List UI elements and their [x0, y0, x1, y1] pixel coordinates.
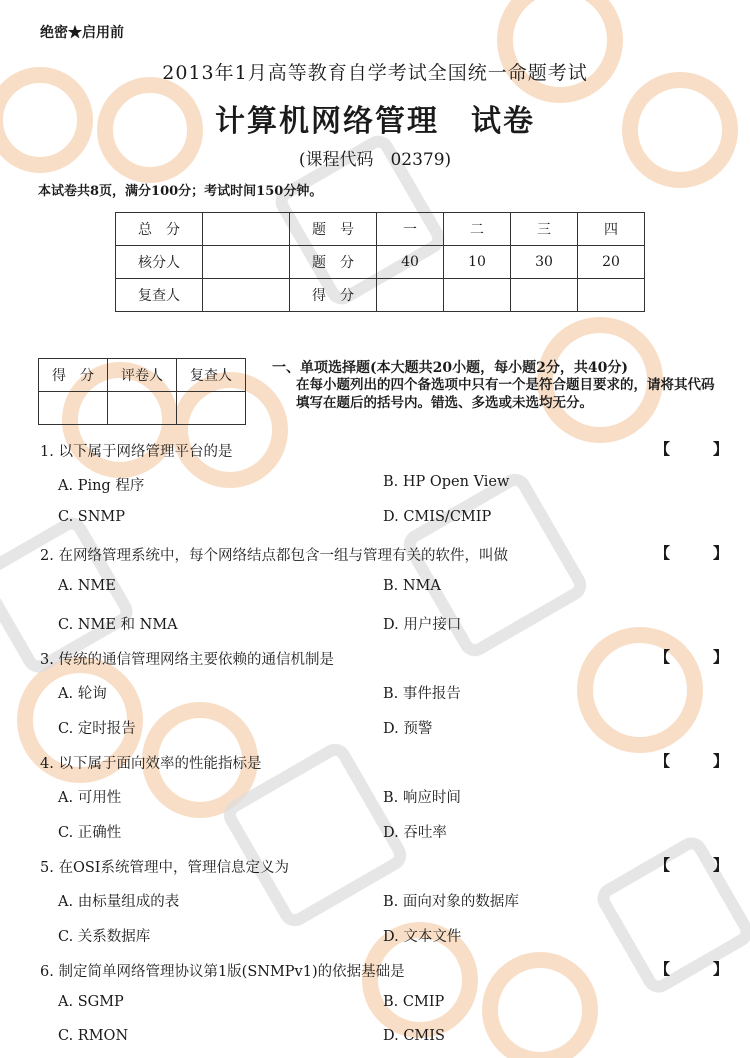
answer-bracket-left: 【 — [655, 752, 671, 770]
section-no-2: 二 — [444, 213, 511, 246]
total-score-cell — [203, 213, 290, 246]
exam-title: 2013年1月高等教育自学考试全国统一命题考试 — [162, 62, 588, 84]
grader-label: 评卷人 — [108, 359, 177, 392]
option-d: D. 预警 — [383, 721, 433, 737]
option-b: B. 事件报告 — [383, 686, 461, 702]
grader-score-label: 得 分 — [39, 359, 108, 392]
option-a: A. 由标量组成的表 — [58, 894, 180, 910]
option-a: A. SGMP — [58, 994, 124, 1010]
secret-label: 绝密★启用前 — [40, 25, 124, 41]
option-a: A. NME — [58, 578, 116, 594]
answer-bracket-left: 【 — [655, 856, 671, 874]
section-no-4: 四 — [578, 213, 645, 246]
option-a: A. 可用性 — [58, 790, 122, 806]
answer-bracket-left: 【 — [655, 648, 671, 666]
score-table — [115, 212, 645, 312]
section-score-3: 30 — [511, 246, 578, 279]
answer-bracket-left: 【 — [655, 960, 671, 978]
question-stem: 6. 制定简单网络管理协议第1版(SNMPv1)的依据基础是 — [40, 964, 405, 980]
option-c: C. 关系数据库 — [58, 929, 151, 945]
question-no-label: 题 号 — [290, 213, 377, 246]
section-heading: 一、单项选择题(本大题共20小题，每小题2分，共40分) — [272, 360, 628, 376]
section-instructions: 在每小题列出的四个备选项中只有一个是符合题目要求的，请将其代码填写在题后的括号内。错选、多选或未选均无分。 — [296, 377, 715, 411]
section-no-3: 三 — [511, 213, 578, 246]
option-b: B. NMA — [383, 578, 441, 594]
question-stem: 3. 传统的通信管理网络主要依赖的通信机制是 — [40, 652, 334, 668]
option-b: B. 面向对象的数据库 — [383, 894, 519, 910]
answer-bracket-left: 【 — [655, 544, 671, 562]
option-d: D. 文本文件 — [383, 929, 462, 945]
option-c: C. SNMP — [58, 509, 126, 525]
question-stem: 4. 以下属于面向效率的性能指标是 — [40, 756, 262, 772]
option-c: C. 定时报告 — [58, 721, 136, 737]
reviewer-cell — [203, 279, 290, 312]
answer-bracket-left: 【 — [655, 440, 671, 458]
answer-bracket-right: 】 — [713, 752, 729, 770]
reviewer-label: 复查人 — [116, 279, 203, 312]
section-score-1: 40 — [377, 246, 444, 279]
grader-reviewer-cell — [177, 392, 246, 425]
option-b: B. HP Open View — [383, 474, 510, 490]
total-score-label: 总 分 — [116, 213, 203, 246]
section-no-1: 一 — [377, 213, 444, 246]
grader-score-cell — [39, 392, 108, 425]
answer-bracket-right: 】 — [713, 648, 729, 666]
got-score-cell — [444, 279, 511, 312]
option-c: C. 正确性 — [58, 825, 122, 841]
paper-title: 计算机网络管理 试卷 — [215, 104, 535, 139]
question-stem: 1. 以下属于网络管理平台的是 — [40, 444, 233, 460]
checker-label: 核分人 — [116, 246, 203, 279]
option-d: D. 吞吐率 — [383, 825, 447, 841]
answer-bracket-right: 】 — [713, 960, 729, 978]
answer-bracket-right: 】 — [713, 856, 729, 874]
option-c: C. NME 和 NMA — [58, 617, 178, 633]
option-d: D. 用户接口 — [383, 617, 462, 633]
got-score-cell — [578, 279, 645, 312]
grader-table — [38, 358, 246, 425]
option-b: B. 响应时间 — [383, 790, 461, 806]
option-a: A. 轮询 — [58, 686, 107, 702]
question-stem: 2. 在网络管理系统中，每个网络结点都包含一组与管理有关的软件，叫做 — [40, 548, 508, 564]
option-d: D. CMIS — [383, 1028, 445, 1044]
section-score-4: 20 — [578, 246, 645, 279]
option-c: C. RMON — [58, 1028, 129, 1044]
option-a: A. Ping 程序 — [58, 478, 145, 494]
grader-reviewer-label: 复查人 — [177, 359, 246, 392]
got-score-label: 得 分 — [290, 279, 377, 312]
question-score-label: 题 分 — [290, 246, 377, 279]
grader-cell — [108, 392, 177, 425]
section-score-2: 10 — [444, 246, 511, 279]
exam-intro: 本试卷共8页，满分100分；考试时间150分钟。 — [38, 184, 323, 199]
answer-bracket-right: 】 — [713, 440, 729, 458]
option-d: D. CMIS/CMIP — [383, 509, 492, 525]
course-code: (课程代码 02379) — [298, 150, 452, 170]
answer-bracket-right: 】 — [713, 544, 729, 562]
got-score-cell — [511, 279, 578, 312]
checker-cell — [203, 246, 290, 279]
option-b: B. CMIP — [383, 994, 445, 1010]
question-stem: 5. 在OSI系统管理中，管理信息定义为 — [40, 860, 289, 876]
got-score-cell — [377, 279, 444, 312]
